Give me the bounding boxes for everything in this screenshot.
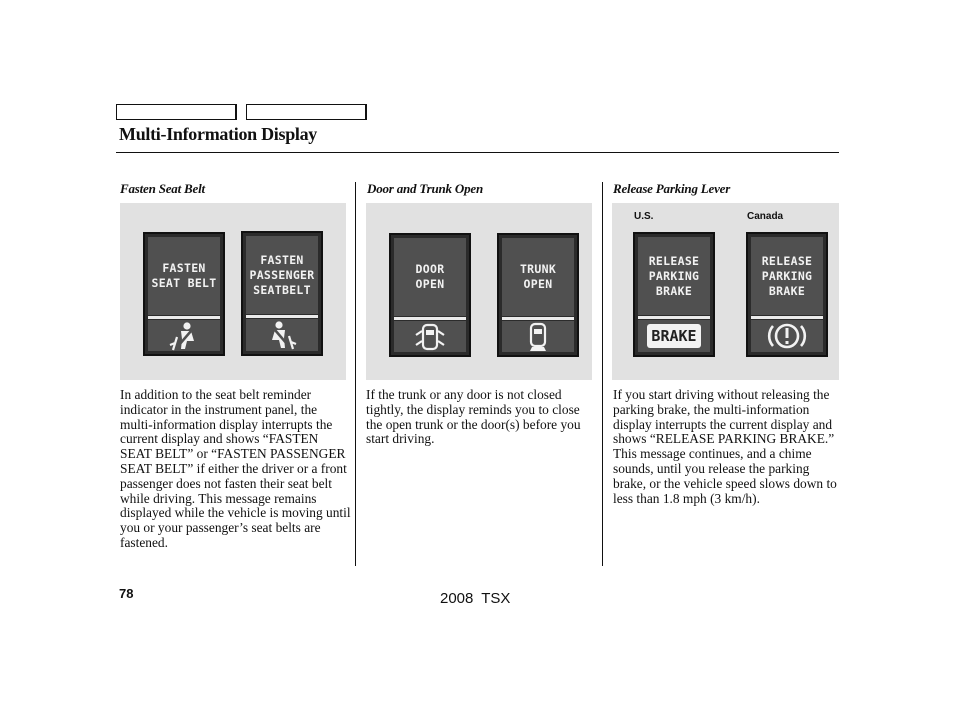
- column-divider: [602, 182, 603, 566]
- mid-display: [746, 232, 828, 357]
- section-body-text: If the trunk or any door is not closed tightly, the display reminds you to close the open trunk or the door(s) before you start driving.: [366, 387, 581, 447]
- region-label-canada: Canada: [747, 211, 784, 222]
- section-heading-door-trunk-open: Door and Trunk Open: [367, 181, 483, 196]
- footer-model: 2008 TSX: [440, 590, 511, 607]
- title-rule: [116, 152, 839, 153]
- display-illustration-panel: [366, 203, 592, 380]
- section-body-text: If you start driving without releasing the parking brake, the multi-information display interrupts the current display and shows “RELEASE PARKING BRAKE.” This message continues, and a chime sounds, until you release the parking brake, or the vehicle speed slows down to less than 1.8 mph (3 km/h).: [613, 387, 837, 506]
- display-message: RELEASE PARKING BRAKE: [751, 237, 823, 315]
- display-illustration-panel: [120, 203, 346, 380]
- region-label-us: U.S.: [634, 211, 654, 222]
- section-body-text: In addition to the seat belt reminder indicator in the instrument panel, the multi-information display interrupts the current display and shows “FASTEN SEAT BELT” or “FASTEN PASSENGER SEAT BELT” if either the driver or a front passenger does not fasten their seat belt while driving. This message remains displayed while the vehicle is moving until you or your passenger’s seat belts are fastened.: [120, 387, 351, 550]
- page-number: 78: [119, 586, 134, 601]
- column-divider: [355, 182, 356, 566]
- seatbelt-passenger-icon: [265, 320, 299, 350]
- section-heading-fasten-seat-belt: Fasten Seat Belt: [120, 181, 205, 196]
- seatbelt-driver-icon: [167, 321, 201, 351]
- page-title: Multi-Information Display: [119, 124, 318, 144]
- mid-display: [143, 232, 225, 356]
- brake-text-icon: BRAKE: [647, 324, 700, 348]
- section-heading-release-parking-lever: Release Parking Lever: [613, 181, 731, 196]
- display-illustration-panel: [612, 203, 839, 380]
- brake-warning-icon: [763, 320, 811, 352]
- door-open-icon: [413, 322, 447, 352]
- mid-display: [633, 232, 715, 357]
- display-message: FASTEN SEAT BELT: [148, 237, 220, 315]
- mid-display: [497, 233, 579, 357]
- display-message: TRUNK OPEN: [502, 238, 574, 316]
- display-message: RELEASE PARKING BRAKE: [638, 237, 710, 315]
- mid-display: [389, 233, 471, 357]
- mid-display: [241, 231, 323, 356]
- trunk-open-icon: [521, 321, 555, 353]
- nav-tab-box: [116, 104, 237, 120]
- display-message: DOOR OPEN: [394, 238, 466, 316]
- display-message: FASTEN PASSENGER SEATBELT: [246, 236, 318, 314]
- nav-tab-box: [246, 104, 367, 120]
